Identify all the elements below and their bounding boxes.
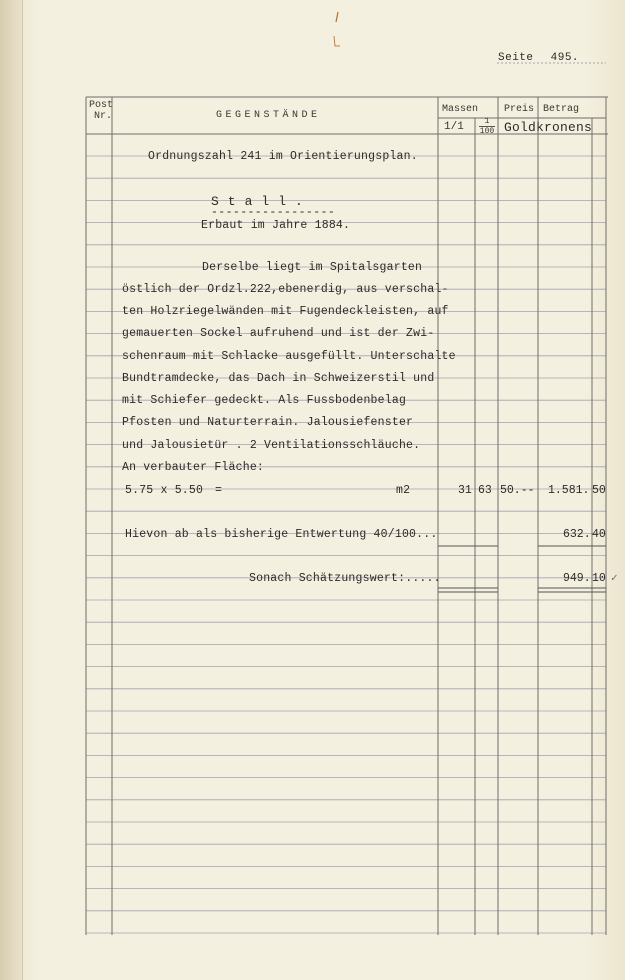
building-title: Stall. — [211, 194, 312, 209]
description-line: Bundtramdecke, das Dach in Schweizerstil und — [122, 372, 435, 385]
betrag-header: Betrag — [543, 104, 580, 115]
page-number: 495. — [550, 52, 580, 64]
ordnungszahl-line: Ordnungszahl 241 im Orientierungsplan. — [148, 150, 418, 163]
area-expression: 5.75 x 5.50 — [125, 484, 204, 497]
total-text: Sonach Schätzungswert:..... — [249, 572, 441, 585]
description-line: schenraum mit Schlacke ausgefüllt. Unterschalte — [122, 350, 456, 363]
description-line: und Jalousietür . 2 Ventilationsschläuche. — [122, 439, 421, 452]
preis-value: 50.-- — [500, 484, 535, 497]
fraction-denominator: 100 — [479, 127, 495, 136]
unit-label: m2 — [396, 484, 411, 497]
massen-fraction-header — [479, 117, 495, 136]
deduction-betrag-main: 632. — [563, 528, 591, 541]
description-line: mit Schiefer gedeckt. Als Fussbodenbelag — [122, 394, 407, 407]
page-number-line — [498, 52, 579, 64]
massen-whole-header: 1/1 — [444, 121, 464, 133]
currency-header: Goldkronens — [504, 120, 593, 135]
fraction-numerator: 1 — [484, 117, 490, 126]
area-label: An verbauter Fläche: — [122, 461, 265, 474]
betrag-main-value: 1.581. — [548, 484, 590, 497]
nr-label: Nr. — [94, 111, 113, 122]
page-label: Seite — [498, 52, 534, 64]
description-line: Derselbe liegt im Spitalsgarten — [202, 261, 423, 274]
total-betrag-fraction: 10 — [592, 572, 606, 585]
deduction-betrag-fraction: 40 — [592, 528, 606, 541]
description-line: Pfosten und Naturterrain. Jalousiefenster — [122, 416, 414, 429]
description-line: ten Holzriegelwänden mit Fugendeckleisten, auf — [122, 305, 449, 318]
post-label: Post — [89, 100, 114, 111]
massen-fraction-value: 63 — [478, 484, 492, 497]
built-year-line: Erbaut im Jahre 1884. — [201, 219, 351, 232]
post-nr-header — [89, 100, 113, 122]
total-betrag-main: 949. — [563, 572, 591, 585]
equals-sign: = — [215, 484, 223, 497]
title-underline: ----------------- — [211, 206, 336, 219]
massen-whole-value: 31 — [458, 484, 472, 497]
description-line: gemauerten Sockel aufruhend und ist der Zwi- — [122, 327, 435, 340]
deduction-text: Hievon ab als bisherige Entwertung 40/100... — [125, 528, 438, 541]
description-line: östlich der Ordzl.222,ebenerdig, aus verschal- — [122, 283, 449, 296]
gegenstaende-header: GEGENSTÄNDE — [216, 110, 321, 121]
betrag-fraction-value: 50 — [592, 484, 606, 497]
check-mark-icon: ✓ — [611, 573, 618, 585]
massen-header: Massen — [442, 104, 479, 115]
preis-header: Preis — [504, 104, 535, 115]
